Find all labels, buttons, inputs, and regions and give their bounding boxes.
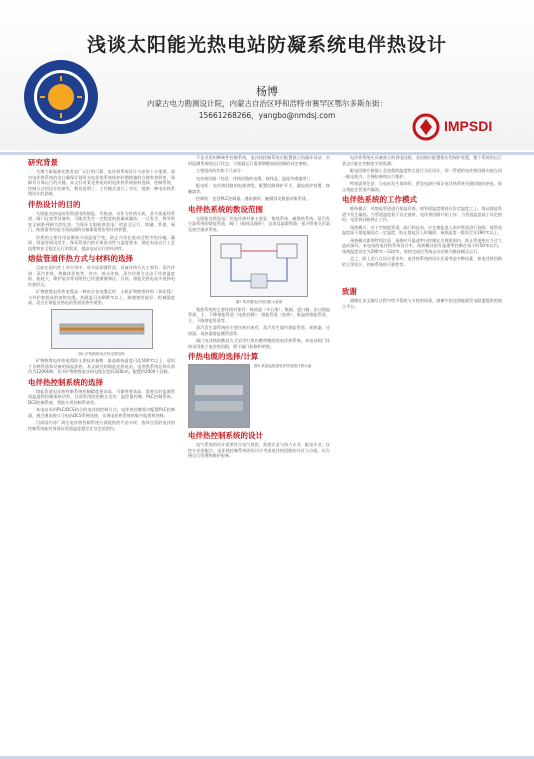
figure-cable-structure [51, 309, 153, 349]
paragraph: 不论采用何种硬件控制系统，电伴热控制系统应配置独立的操作员站，实时监测系统的运行状态，可根据运行需要调整加热回路的设定参数。 [188, 155, 330, 166]
column-middle [188, 155, 330, 461]
paragraph: 电气系统的设计需要符合电气规范，需要注意与热力专业、配电专业、仪控专业的配合。电伴热控制系统的设计应考虑电伴热回路的分区与分组，以方便运行管理和维护检修。 [188, 442, 330, 458]
paragraph: 矿物绝缘电伴热电缆是一种由合金电缆芯材、无机矿物绝缘材料（氧化镁）与外护套组成的加热电缆，其耐温可达600℃以上，耐腐蚀性能好，机械强度高，适合在熔盐光热电站管道伴热中使用。 [28, 289, 175, 305]
cable-diagram-icon [52, 310, 152, 348]
paragraph: 电伴热系统应具备独立的供电回路，各回路应配置相应的保护装置，整个系统的运行状态应能在控制室实时监测。 [342, 155, 502, 166]
paragraph: 感谢在本文编写过程中给予帮助与支持的同事，感谢中国光热能源发电联盟提供的展示平台。 [342, 298, 502, 309]
section-title-scope: 电伴热系统的数设范围 [188, 204, 263, 214]
loop-diagram-icon [211, 236, 307, 296]
contact-info: 15661268266，yangbo@nmdsj.com [198, 111, 336, 120]
section-title-control-design: 电伴热控制系统的设计 [188, 431, 263, 440]
paragraph: 太阳能光热电站的管道用的熔盐、导热油、水作为传热介质，其介质流经管道、阀门仪表等设备时，可能会发生一定程度的低凝或凝结。一旦发生，将导致安全阀套到阀大的危害，为保证太阳能热发电厂的安全运行，熔融，管道、阀门、换热器等的是介质流通的设备都需要安装伴热装置。 [28, 210, 175, 232]
list-item: 配电柜：电伴热回路的电源供给，配置回路保护开关，漏电保护装置、接触器等。 [188, 183, 330, 194]
paragraph: 配电回路应根据工艺流程的温度特点进行分区设计，同一管道的电伴热回路应接在同一配电柜内，方便检修和运行维护。 [342, 168, 502, 179]
figure-heat-tracing-loop [210, 235, 308, 297]
paragraph: 阀门电伴热的敷设方式采用打垫均敷带缠绕的电伴热系统。本电站阀门伴热采用独立电伴热回路，便于阀门检修和更换。 [188, 338, 330, 349]
figure-notes: 图3 某熔盐管道电伴热电缆计算示意 [254, 364, 312, 368]
figure-row [188, 364, 330, 428]
paragraph: 为增大新能源光热发电厂运行的可靠、电伴热系统设计与安装十分重要。面对电伴热系统的出口确保计划形式电伴热系统保护时期措施的合理有效利用，保障其可靠运行的关键。本文针对某光热电站的电伴热系统如何选择、控制系统、控制方式的设计的研究，数设说明了、工作模式进行了对比，提供一种电伴热系统设计的思路。 [28, 169, 175, 196]
list-item: 控制柜：包括PLC控制器、通讯模块、触摸屏及数据采集系统。 [196, 196, 311, 201]
paragraph: 太阳能光热发电厂的电伴热对象主要是：集热系统、储换热系统、蒸汽发生器系统的熔盐管道、阀门（阀体及阀杆）、仪表及取源管路、部分管道支吊架及放空排净系统。 [188, 215, 330, 232]
paragraph: 目前国内各厂商在电伴热控制系统方面提供的产品多样，选择合适的电伴热控制系统能有效保证管道温度稳定在设定范围内。 [28, 420, 175, 431]
paragraph: 伴热的主要作用是维持介质温度不变，防止介质在流动过程中的冷凝、凝固、结晶等情况发生，保证管道内的介质流动性与温度要求，满足电站运行工艺流程和安全稳定运行的需求，提高电站运行的经济性。 [28, 234, 175, 251]
affiliation: 内蒙古电力勘测设计院，内蒙古自治区呼和浩特市赛罕区鄂尔多斯东街： [147, 99, 387, 108]
impsdi-logo-text: IMPSDI [444, 118, 493, 134]
paragraph: 总之，除上述几点设计要求外，电伴热系统的设计还需考虑多种因素，如电伴热回路的冗余设计、控制系统的可靠性等。 [342, 256, 502, 267]
paragraph: 集热系统的主要伴热对象有：吸热器（多台塔）、集箱、进口箱、出口熔盐管道、主、下降熔盐管道（电热回路）、熔盐管道（加热）、低温热熔盐管道、主、下降熔盐管道等。 [188, 306, 330, 323]
paragraph: 预热模式需要特别注意：预热时升温速率应控制在合理范围内，防止管道热应力过大造成损坏。本电站的电伴热系统设计中，预热模式的升温速率控制在每小时50℃以内，预热温度设定为290℃～310℃，预热完成后系统自动切换为维持模式运行。 [342, 237, 502, 254]
paragraph: 特别需要注意：当电站发生事故时，紧急电源应保证电伴热系统关键回路的供电，防止熔盐在管道内凝固。 [342, 181, 502, 192]
paragraph: 矿物绝缘电伴热电缆的主要技术参数：最高维持温度可达500℃以上，适用于各种管道和设备的保温伴热。本文研究的熔盐光热电站，电伴热系统总体负荷约为1200kW，其中矿物绝缘电伴热电缆长度约320km，配置约2000个回路。 [28, 358, 175, 374]
paragraph: 目前在国内外工业应用中，对介质伴随管道、设备伴热方式主要有：蒸汽伴热、蒸汽伴热、热媒体伴热等。其中，热水伴热、蒸汽伴热方式由于伴热温度低、能耗大，维护复杂等局限性已经逐渐被淘汰，目前，熔盐光热电站多选择电伴热形式。 [28, 265, 175, 287]
author-name: 杨博 [256, 85, 278, 98]
poster-title: 浅谈太阳能光热电站防凝系统电伴热设计 [86, 34, 447, 56]
list-item: 电伴热回路（包括：伴热回路的电缆、接线盒、温度传感器等）； [196, 175, 313, 181]
section-title-acknowledgement: 致谢 [342, 287, 357, 296]
paragraph: 熔盐管道电伴热控制系统控制精度要求高、可靠性要求高，需要实时监测管道温度和控制加热功率。目前常用的控制方式有：温控器控制、PLC控制系统、DCS控制系统、智能专用控制系统等。 [28, 388, 175, 405]
section-title-heating-method: 熔盐管道伴热方式与材料的选择 [28, 254, 133, 263]
figure-photo [188, 364, 250, 428]
column-right [342, 155, 502, 311]
figure-caption: 图2 集热器电伴热回路示意图 [235, 300, 283, 304]
paragraph: 维持模式：对熔盐管道进行保温伴热，使管道温度维持在设定温度之上，保证熔盐管道不发生凝固。当管道温度低于设定值时，电伴热回路开始工作；当管道温度高于设定值时，电伴热回路停止工作。 [342, 206, 502, 222]
impsdi-logo [412, 112, 522, 142]
section-title-work-modes: 电伴热系统的工作模式 [342, 195, 417, 204]
paragraph: 预热模式：对于空熔盐管道，阀门和仪表，应在熔盐进入前对管道进行预热，使管道温度高于熔盐凝固点一定温度，防止熔盐注入时凝固。预热温度一般设定在290℃以上。 [342, 224, 502, 235]
section-title-control-system: 电伴热控制系统的选择 [28, 377, 103, 387]
paragraph: 本电站采用PLC/DCS结合的电伴热控制方式，电伴热控制柜内配置PLC控制器，通过通讯接口与电站DCS系统连接，实现电伴热系统的集中监视和控制。 [28, 407, 175, 418]
paragraph: 蒸汽发生器系统的主要伴热对象有：蒸汽发生器内熔盐管道、预热器、过热器、再热器熔盐侧管道等。 [188, 325, 330, 336]
section-title-purpose: 伴热设计的目的 [28, 199, 81, 209]
pipe-photo-icon [189, 365, 249, 427]
figure-caption: 图1 矿物绝缘电伴热电缆结构 [78, 351, 125, 356]
section-title-cable-calc: 伴热电缆的选择/计算 [188, 352, 259, 361]
paragraph: 主要组成的有如下几部分： [196, 168, 246, 173]
column-left [28, 155, 175, 433]
section-title-background: 研究背景 [28, 158, 58, 167]
